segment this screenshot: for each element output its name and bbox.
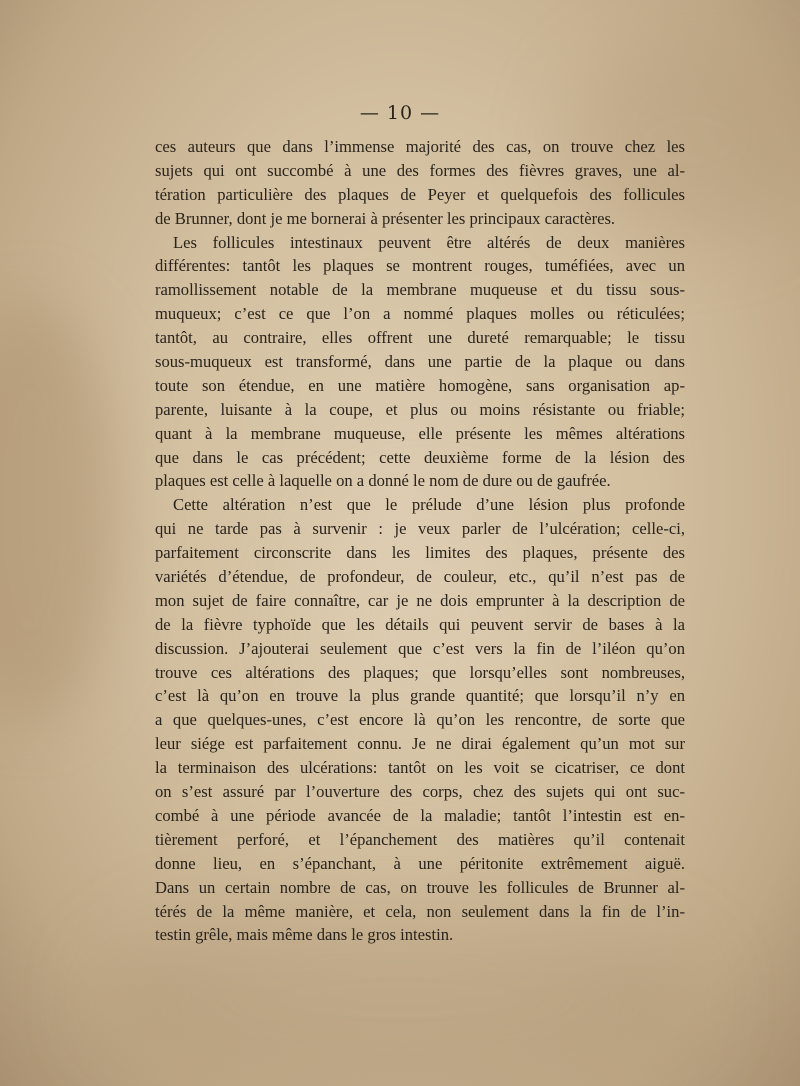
text-line: discussion. J’ajouterai seulement que c’est vers la fin de l’iléon qu’on [155,638,685,658]
text-line: trouve ces altérations des plaques; que lorsqu’elles sont nombreuses, [155,662,685,682]
text-line: quant à la membrane muqueuse, elle présente les mêmes altérations [155,423,685,443]
text-line: on s’est assuré par l’ouverture des corps, chez des sujets qui ont suc- [155,782,685,802]
body-text [155,135,685,947]
text-line: mon sujet de faire connaître, car je ne dois emprunter à la description de [155,590,685,610]
text-line: ramollissement notable de la membrane muqueuse et du tissu sous- [155,280,685,300]
page-number: — 10 — [359,102,441,124]
text-line: donne lieu, en s’épanchant, à une péritonite extrêmement aiguë. [155,853,685,873]
text-line: de la fièvre typhoïde que les détails qui peuvent servir de bases à la [155,614,685,634]
text-line: térés de la même manière, et cela, non seulement dans la fin de l’in- [155,901,685,921]
text-line: muqueux; c’est ce que l’on a nommé plaques molles ou réticulées; [155,304,685,324]
text-line: leur siége est parfaitement connu. Je ne dirai également qu’un mot sur [155,734,685,754]
text-line: toute son étendue, en une matière homogène, sans organisation ap- [155,375,685,395]
text-line: ces auteurs que dans l’immense majorité des cas, on trouve chez les [155,137,685,156]
text-line: testin grêle, mais même dans le gros intestin. [155,925,454,945]
text-line: tantôt, au contraire, elles offrent une dureté remarquable; le tissu [155,328,685,348]
text-line: combé à une période avancée de la maladie; tantôt l’intestin est en- [155,805,685,825]
text-line: que dans le cas précédent; cette deuxième forme de la lésion des [155,447,685,467]
text-line: Cette altération n’est que le prélude d’une lésion plus profonde [173,495,685,515]
paper-stain [0,300,120,720]
text-line: tièrement perforé, et l’épanchement des matières qu’il contenait [155,829,685,849]
text-line: différentes: tantôt les plaques se montrent rouges, tuméfiées, avec un [155,256,685,276]
text-line: plaques est celle à laquelle on a donné le nom de dure ou de gaufrée. [155,471,611,491]
text-line: parfaitement circonscrite dans les limites des plaques, présente des [155,543,685,563]
text-line: parente, luisante à la coupe, et plus ou moins résistante ou friable; [155,399,685,419]
text-line: variétés d’étendue, de profondeur, de couleur, etc., qu’il n’est pas de [155,567,685,587]
text-line: qui ne tarde pas à survenir : je veux parler de l’ulcération; celle-ci, [155,519,685,539]
text-line: Dans un certain nombre de cas, on trouve les follicules de Brunner al- [155,877,685,897]
text-line: sujets qui ont succombé à une des formes des fièvres graves, une al- [155,160,685,180]
text-line: c’est là qu’on en trouve la plus grande quantité; que lorsqu’il n’y en [155,686,685,706]
text-line: tération particulière des plaques de Peyer et quelquefois des follicules [155,184,685,204]
text-line: Les follicules intestinaux peuvent être altérés de deux manières [173,232,685,252]
text-line: a que quelques-unes, c’est encore là qu’on les rencontre, de sorte que [155,710,685,730]
text-line: de Brunner, dont je me bornerai à présenter les principaux caractères. [155,208,616,228]
text-line: sous-muqueux est transformé, dans une partie de la plaque ou dans [155,352,685,372]
text-line: la terminaison des ulcérations: tantôt on les voit se cicatriser, ce dont [155,758,685,778]
